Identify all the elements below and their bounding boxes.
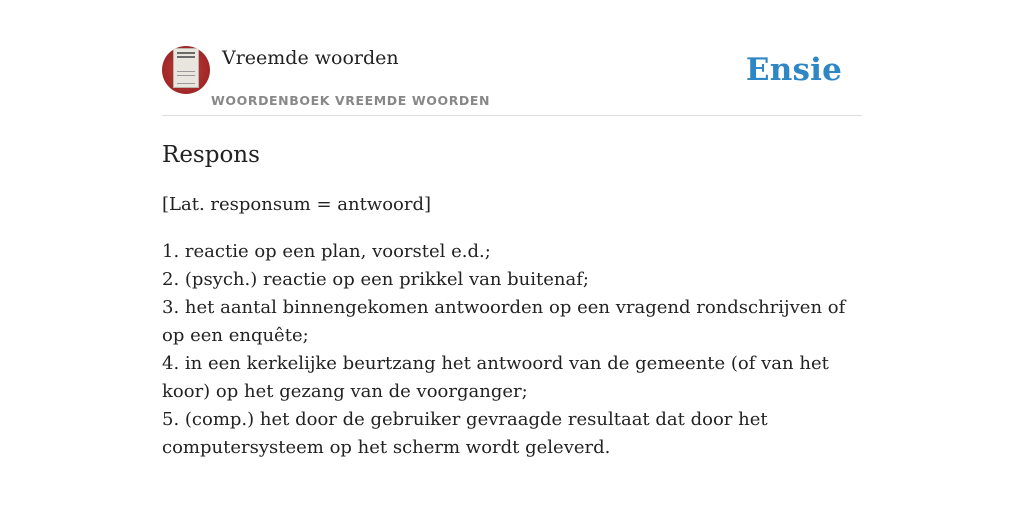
entry-term: Respons xyxy=(162,142,260,168)
definition-item: 3. het aantal binnengekomen antwoorden op een vragend rondschrijven of op een enquête; xyxy=(162,297,846,346)
definition-list xyxy=(162,238,866,462)
book-cover xyxy=(173,48,199,88)
definition-item: 5. (comp.) het door de gebruiker gevraagde resultaat dat door het computersysteem op het scherm wordt geleverd. xyxy=(162,409,768,458)
entry-etymology: [Lat. responsum = antwoord] xyxy=(162,194,432,215)
dictionary-header xyxy=(162,46,862,116)
definition-item: 2. (psych.) reactie op een prikkel van buitenaf; xyxy=(162,269,589,290)
entry-content xyxy=(162,140,866,462)
definition-item: 4. in een kerkelijke beurtzang het antwoord van de gemeente (of van het koor) op het gezang van de voorganger; xyxy=(162,353,829,402)
brand-logo[interactable]: Ensie xyxy=(745,52,842,88)
definition-item: 1. reactie op een plan, voorstel e.d.; xyxy=(162,241,491,262)
dictionary-subtitle: WOORDENBOEK VREEMDE WOORDEN xyxy=(211,93,491,108)
book-cover-icon[interactable] xyxy=(162,46,210,94)
dictionary-title[interactable]: Vreemde woorden xyxy=(222,47,399,69)
